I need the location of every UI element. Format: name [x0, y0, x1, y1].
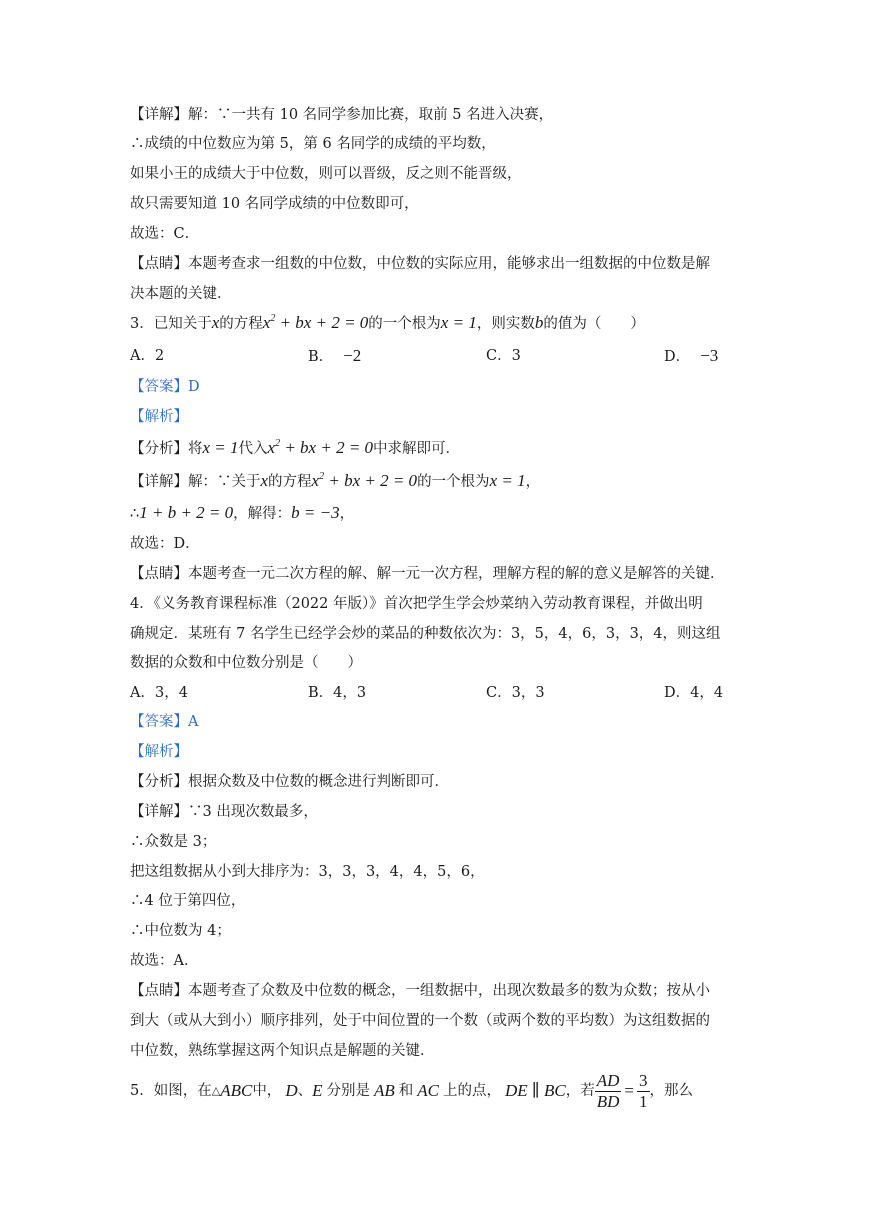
note-line-1: 【点睛】本题考查求一组数的中位数，中位数的实际应用，能够求出一组数据的中位数是解	[130, 256, 710, 272]
q4-note-2: 到大（或从大到小）顺序排列，处于中间位置的一个数（或两个数的平均数）为这组数据的	[130, 1013, 710, 1029]
q4-note-3: 中位数，熟练掌握这两个知识点是解题的关键．	[130, 1043, 435, 1059]
q3-analysis-heading: 【解析】	[130, 409, 188, 425]
q4-detail-2: ∴众数是 3；	[130, 834, 217, 850]
question-5-stem: 5．如图，在 △ ABC 中， D 、 E 分别是 AB 和 AC 上的点， DE ∥ BC ，若 $\frac{AD}{BD}$ = $\frac{3}{1}$ ，那么	[130, 1070, 694, 1111]
question-3-stem	[130, 313, 645, 334]
q3-note: 【点睛】本题考查一元二次方程的解、解一元一次方程，理解方程的解的意义是解答的关键．	[130, 566, 725, 582]
q4-analysis-line: 【分析】根据众数及中位数的概念进行判断即可．	[130, 774, 449, 790]
detail-line-1: 【详解】解：∵一共有 10 名同学参加比赛，取前 5 名进入决赛，	[130, 107, 554, 123]
q3-choose: 故选：D．	[130, 536, 200, 552]
q4-detail-1: 【详解】∵3 出现次数最多，	[130, 804, 318, 820]
var-b: b	[534, 313, 544, 332]
stem-text: 的一个根为	[368, 316, 441, 332]
q3-solution-line: ∴1 + b + 2 = 0，解得：b = −3，	[130, 503, 355, 522]
stem-text: 3．已知关于	[130, 316, 212, 332]
q3-option-b: B． −2	[308, 346, 362, 365]
q4-choose: 故选：A．	[130, 953, 199, 969]
q3-option-a: A．2	[130, 348, 165, 364]
q4-option-b: B．4，3	[308, 685, 367, 701]
stem-text: 的值为（ ）	[543, 316, 645, 332]
detail-line-2: ∴成绩的中位数应为第 5，第 6 名同学的成绩的平均数，	[130, 136, 496, 152]
q4-option-d: D．4，4	[664, 685, 724, 701]
q4-detail-3: 把这组数据从小到大排序为：3，3，3，4，4，5，6，	[130, 864, 485, 880]
q3-answer: 【答案】D	[130, 379, 200, 395]
question-4-stem-2: 确规定．某班有 7 名学生已经学会炒的菜品的种数依次为：3，5，4，6，3，3，4，则这组	[130, 626, 721, 642]
detail-line-4: 故只需要知道 10 名同学成绩的中位数即可，	[130, 196, 419, 212]
q4-option-c: C．3，3	[486, 685, 545, 701]
var-x: x	[211, 313, 220, 332]
root-value: x = 1	[440, 313, 477, 332]
choose-line: 故选：C．	[130, 226, 200, 242]
q4-analysis-heading: 【解析】	[130, 744, 188, 760]
equation: $x^2$ + bx + 2 = 0	[262, 313, 369, 332]
q3-option-d: D． −3	[664, 346, 719, 365]
detail-line-3: 如果小王的成绩大于中位数，则可以晋级，反之则不能晋级，	[130, 166, 522, 182]
ratio-value: $\frac{3}{1}$	[639, 1070, 648, 1111]
q4-note-1: 【点睛】本题考查了众数及中位数的概念，一组数据中，出现次数最多的数为众数；按从小	[130, 983, 710, 999]
q4-detail-5: ∴中位数为 4；	[130, 923, 231, 939]
q4-answer: 【答案】A	[130, 714, 199, 730]
q3-option-c: C．3	[486, 348, 521, 364]
question-4-stem-3: 数据的众数和中位数分别是（ ）	[130, 655, 362, 671]
ratio-fraction: $\frac{AD}{BD}$	[596, 1070, 620, 1111]
q4-detail-4: ∴4 位于第四位，	[130, 893, 246, 909]
question-4-stem-1: 4．《义务教育课程标准（2022 年版）》首次把学生学会炒菜纳入劳动教育课程，并做出明	[130, 596, 703, 612]
q3-detail-line: 【详解】解：∵关于x的方程$x^2$ + bx + 2 = 0的一个根为x = 1，	[130, 471, 541, 490]
q3-analysis-line: 【分析】将x = 1代入$x^2$ + bx + 2 = 0中求解即可．	[130, 438, 461, 457]
stem-text: 的方程	[219, 316, 263, 332]
note-line-2: 决本题的关键．	[130, 286, 232, 302]
q4-option-a: A．3，4	[130, 685, 188, 701]
stem-text: ，则实数	[476, 316, 535, 332]
